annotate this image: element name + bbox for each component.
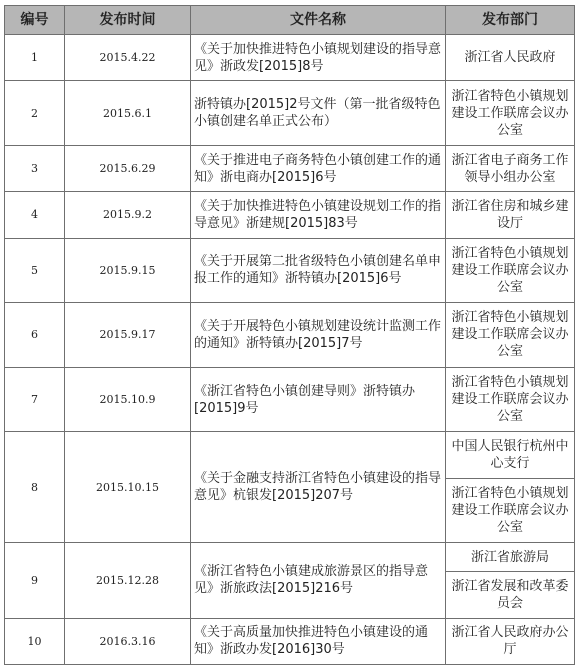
row-file-name: 《浙江省特色小镇创建导则》浙特镇办[2015]9号 — [191, 367, 446, 432]
row-file-name: 《关于开展特色小镇规划建设统计监测工作的通知》浙特镇办[2015]7号 — [191, 303, 446, 368]
row-file-name: 《关于推进电子商务特色小镇创建工作的通知》浙电商办[2015]6号 — [191, 145, 446, 191]
table-row — [5, 238, 575, 303]
row-date: 2015.6.1 — [65, 81, 191, 146]
row-file-name: 《浙江省特色小镇建成旅游景区的指导意见》浙旅政法[2015]216号 — [191, 543, 446, 618]
row-file-name: 《关于开展第二批省级特色小镇创建名单申报工作的通知》浙特镇办[2015]6号 — [191, 238, 446, 303]
header-department: 发布部门 — [446, 6, 575, 35]
header-file-name: 文件名称 — [191, 6, 446, 35]
row-department: 浙江省特色小镇规划建设工作联席会议办公室 — [446, 238, 575, 303]
policy-documents-table — [4, 5, 575, 665]
header-row — [5, 6, 575, 35]
row-date: 2015.6.29 — [65, 145, 191, 191]
row-number: 3 — [5, 145, 65, 191]
table-row — [5, 81, 575, 146]
row-file-name: 《关于加快推进特色小镇建设规划工作的指导意见》浙建规[2015]83号 — [191, 192, 446, 238]
row-file-name: 《关于加快推进特色小镇规划建设的指导意见》浙政发[2015]8号 — [191, 35, 446, 81]
table-row — [5, 367, 575, 432]
table-row — [5, 303, 575, 368]
row-number: 4 — [5, 192, 65, 238]
header-number: 编号 — [5, 6, 65, 35]
table-row — [5, 35, 575, 81]
row-number: 9 — [5, 543, 65, 618]
row-file-name: 《关于高质量加快推进特色小镇建设的通知》浙政办发[2016]30号 — [191, 618, 446, 664]
row-file-name: 《关于金融支持浙江省特色小镇建设的指导意见》杭银发[2015]207号 — [191, 432, 446, 543]
row-date: 2016.3.16 — [65, 618, 191, 664]
row-department: 浙江省特色小镇规划建设工作联席会议办公室 — [446, 303, 575, 368]
row-number: 7 — [5, 367, 65, 432]
row-number: 2 — [5, 81, 65, 146]
table-row — [5, 432, 575, 478]
row-department: 浙江省旅游局 — [446, 543, 575, 572]
row-date: 2015.9.2 — [65, 192, 191, 238]
row-number: 10 — [5, 618, 65, 664]
row-department: 浙江省住房和城乡建设厅 — [446, 192, 575, 238]
row-department: 浙江省发展和改革委员会 — [446, 572, 575, 618]
row-date: 2015.9.17 — [65, 303, 191, 368]
row-department: 浙江省人民政府 — [446, 35, 575, 81]
row-number: 1 — [5, 35, 65, 81]
row-date: 2015.10.9 — [65, 367, 191, 432]
row-department: 浙江省人民政府办公厅 — [446, 618, 575, 664]
header-date: 发布时间 — [65, 6, 191, 35]
row-department: 浙江省电子商务工作领导小组办公室 — [446, 145, 575, 191]
table-row — [5, 145, 575, 191]
row-date: 2015.4.22 — [65, 35, 191, 81]
row-date: 2015.10.15 — [65, 432, 191, 543]
row-department: 浙江省特色小镇规划建设工作联席会议办公室 — [446, 478, 575, 543]
row-number: 6 — [5, 303, 65, 368]
row-file-name: 浙特镇办[2015]2号文件（第一批省级特色小镇创建名单正式公布） — [191, 81, 446, 146]
row-department: 中国人民银行杭州中心支行 — [446, 432, 575, 478]
row-date: 2015.9.15 — [65, 238, 191, 303]
table-row — [5, 618, 575, 664]
row-number: 5 — [5, 238, 65, 303]
row-number: 8 — [5, 432, 65, 543]
row-department: 浙江省特色小镇规划建设工作联席会议办公室 — [446, 367, 575, 432]
row-date: 2015.12.28 — [65, 543, 191, 618]
table-row — [5, 192, 575, 238]
table-row — [5, 543, 575, 572]
row-department: 浙江省特色小镇规划建设工作联席会议办公室 — [446, 81, 575, 146]
